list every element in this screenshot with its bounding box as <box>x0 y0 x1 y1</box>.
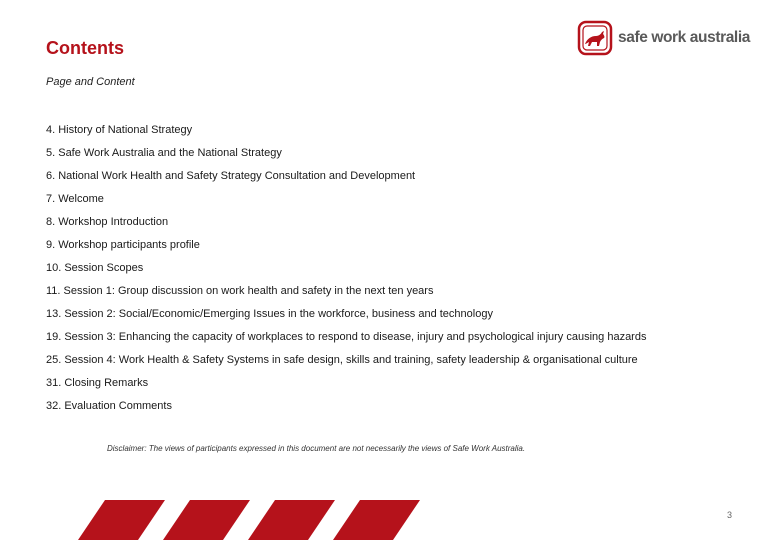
contents-item: 6. National Work Health and Safety Strategy Consultation and Development <box>46 170 416 182</box>
contents-list <box>46 122 646 421</box>
logo-wordmark: safe work australia <box>618 29 750 46</box>
contents-item: 31. Closing Remarks <box>46 377 149 389</box>
contents-item: 5. Safe Work Australia and the National Strategy <box>46 147 282 159</box>
stripe-shape <box>163 500 250 540</box>
stripe-shape <box>248 500 335 540</box>
contents-item: 25. Session 4: Work Health & Safety Systems in safe design, skills and training, safety leadership & organisational culture <box>46 354 638 366</box>
kangaroo-emblem-icon <box>577 20 613 56</box>
safe-work-australia-logo <box>577 20 762 56</box>
contents-item: 10. Session Scopes <box>46 262 144 274</box>
page-number: 3 <box>727 510 733 520</box>
stripe-shape <box>78 500 165 540</box>
contents-item: 4. History of National Strategy <box>46 124 193 136</box>
contents-item: 13. Session 2: Social/Economic/Emerging Issues in the workforce, business and technology <box>46 308 493 320</box>
page-title: Contents <box>46 38 124 58</box>
contents-item: 11. Session 1: Group discussion on work health and safety in the next ten years <box>46 285 434 297</box>
contents-item: 19. Session 3: Enhancing the capacity of workplaces to respond to disease, injury and psychological injury causing hazards <box>46 331 647 343</box>
stripe-shape <box>333 500 420 540</box>
contents-item: 8. Workshop Introduction <box>46 216 169 228</box>
contents-item: 7. Welcome <box>46 193 104 205</box>
contents-item: 32. Evaluation Comments <box>46 400 172 412</box>
contents-item: 9. Workshop participants profile <box>46 239 200 251</box>
disclaimer-text: Disclaimer: The views of participants expressed in this document are not necessarily the views of Safe Work Australia. <box>107 444 526 453</box>
page-subtitle: Page and Content <box>46 76 135 88</box>
